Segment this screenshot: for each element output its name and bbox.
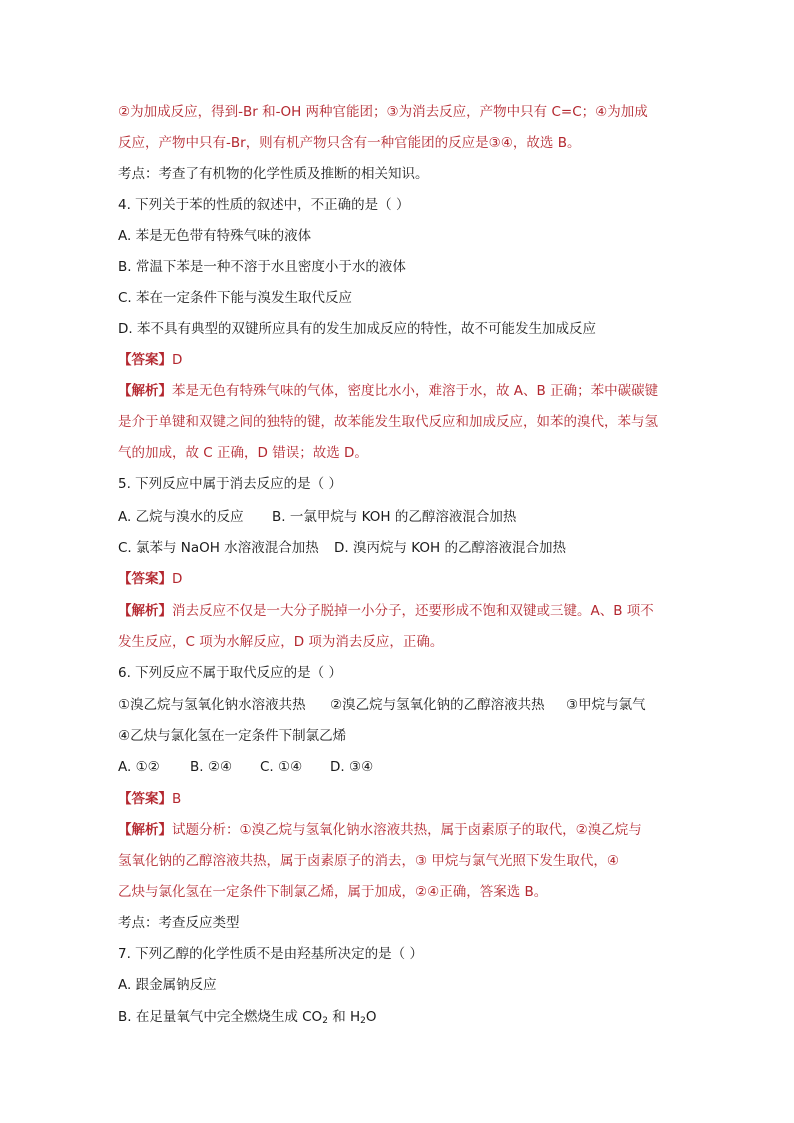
analysis-line	[118, 601, 684, 621]
options-row	[118, 757, 684, 777]
text: ；④为加成	[581, 104, 648, 120]
analysis-text: 消去反应不仅是一大分子脱掉一小分子，还要形成不饱和双键或三键。A、B 项不	[172, 603, 654, 619]
analysis-line	[118, 102, 684, 122]
analysis-text: 试题分析：①溴乙烷与氢氧化钠水溶液共热，属于卤素原子的取代，②溴乙烷与	[172, 822, 642, 838]
text: B	[557, 135, 567, 151]
text: -Br	[238, 104, 258, 120]
option-d: D. ③④	[330, 759, 374, 775]
analysis-line: 乙炔与氯化氢在一定条件下制氯乙烯，属于加成，②④正确，答案选 B。	[118, 884, 548, 900]
analysis-line: 发生反应，C 项为水解反应，D 项为消去反应，正确。	[118, 634, 444, 650]
item-4: ④乙炔与氯化氢在一定条件下制氯乙烯	[118, 728, 347, 744]
text: 两种官能团；③为消去反应，产物中只有	[305, 104, 548, 120]
analysis-line: 氢氧化钠的乙醇溶液共热，属于卤素原子的消去，③ 甲烷与氯气光照下发生取代，④	[118, 853, 619, 869]
text: -OH	[275, 104, 302, 120]
analysis-line: 是介于单键和双键之间的独特的键，故苯能发生取代反应和加成反应，如苯的溴代，苯与氢	[118, 414, 658, 430]
item-2: ②溴乙烷与氢氧化钠的乙醇溶液共热	[330, 697, 545, 713]
kaodian-line: 考点：考查反应类型	[118, 915, 240, 931]
analysis-line	[118, 133, 684, 153]
text: B. 在足量氧气中完全燃烧生成 CO	[118, 1009, 323, 1025]
answer-tag: 【答案】	[118, 352, 172, 368]
subscript: 2	[360, 1016, 366, 1026]
option-a: A. 乙烷与溴水的反应	[118, 509, 244, 525]
text: 和	[262, 104, 276, 120]
kaodian-line: 考点：考查了有机物的化学性质及推断的相关知识。	[118, 166, 429, 182]
analysis-line: 气的加成，故 C 正确，D 错误；故选 D。	[118, 445, 368, 461]
question-stem: 7. 下列乙醇的化学性质不是由羟基所决定的是（ ）	[118, 946, 423, 962]
answer-line	[118, 789, 684, 809]
question-stem: 4. 下列关于苯的性质的叙述中，不正确的是（ ）	[118, 197, 410, 213]
option-a: A. ①②	[118, 759, 160, 775]
answer-value: B	[172, 791, 182, 807]
option-a: A. 苯是无色带有特殊气味的液体	[118, 228, 312, 244]
answer-line	[118, 350, 684, 370]
option-c: C. 氯苯与 NaOH 水溶液混合加热	[118, 540, 319, 556]
item-1: ①溴乙烷与氢氧化钠水溶液共热	[118, 697, 306, 713]
option-d: D. 溴丙烷与 KOH 的乙醇溶液混合加热	[334, 540, 566, 556]
item-3: ③甲烷与氯气	[566, 697, 646, 713]
answer-value: D	[172, 571, 183, 587]
text: ，则有机产物只含有一种官能团的反应是③④，故选	[245, 135, 554, 151]
analysis-tag: 【解析】	[118, 822, 172, 838]
items-row	[118, 695, 684, 715]
option-c: C. 苯在一定条件下能与溴发生取代反应	[118, 290, 353, 306]
text: -Br	[226, 135, 246, 151]
text: C=C	[551, 104, 582, 120]
text: 和 H	[327, 1009, 361, 1025]
answer-line	[118, 569, 684, 589]
option-b: B. 一氯甲烷与 KOH 的乙醇溶液混合加热	[272, 509, 517, 525]
option-a: A. 跟金属钠反应	[118, 977, 217, 993]
answer-value: D	[172, 352, 183, 368]
option-b	[118, 1007, 684, 1031]
analysis-text: 苯是无色有特殊气味的气体，密度比水小，难溶于水，故 A、B 正确；苯中碳碳键	[172, 383, 659, 399]
analysis-line	[118, 820, 684, 840]
text: 。	[566, 135, 581, 151]
subscript: 2	[322, 1016, 328, 1026]
items-row	[118, 726, 684, 746]
text: 反应，产物中只有	[118, 135, 226, 151]
analysis-tag: 【解析】	[118, 383, 172, 399]
option-b: B. ②④	[190, 759, 233, 775]
options-row	[118, 507, 684, 527]
text: ②为加成反应，得到	[118, 104, 239, 120]
analysis-tag: 【解析】	[118, 603, 172, 619]
option-d: D. 苯不具有典型的双键所应具有的发生加成反应的特性，故不可能发生加成反应	[118, 321, 596, 337]
answer-tag: 【答案】	[118, 791, 172, 807]
option-b: B. 常温下苯是一种不溶于水且密度小于水的液体	[118, 259, 406, 275]
options-row	[118, 538, 684, 558]
question-stem: 6. 下列反应不属于取代反应的是（ ）	[118, 665, 342, 681]
text: O	[365, 1009, 377, 1025]
answer-tag: 【答案】	[118, 571, 172, 587]
question-stem: 5. 下列反应中属于消去反应的是（ ）	[118, 476, 342, 492]
analysis-line	[118, 381, 684, 401]
option-c: C. ①④	[260, 759, 303, 775]
